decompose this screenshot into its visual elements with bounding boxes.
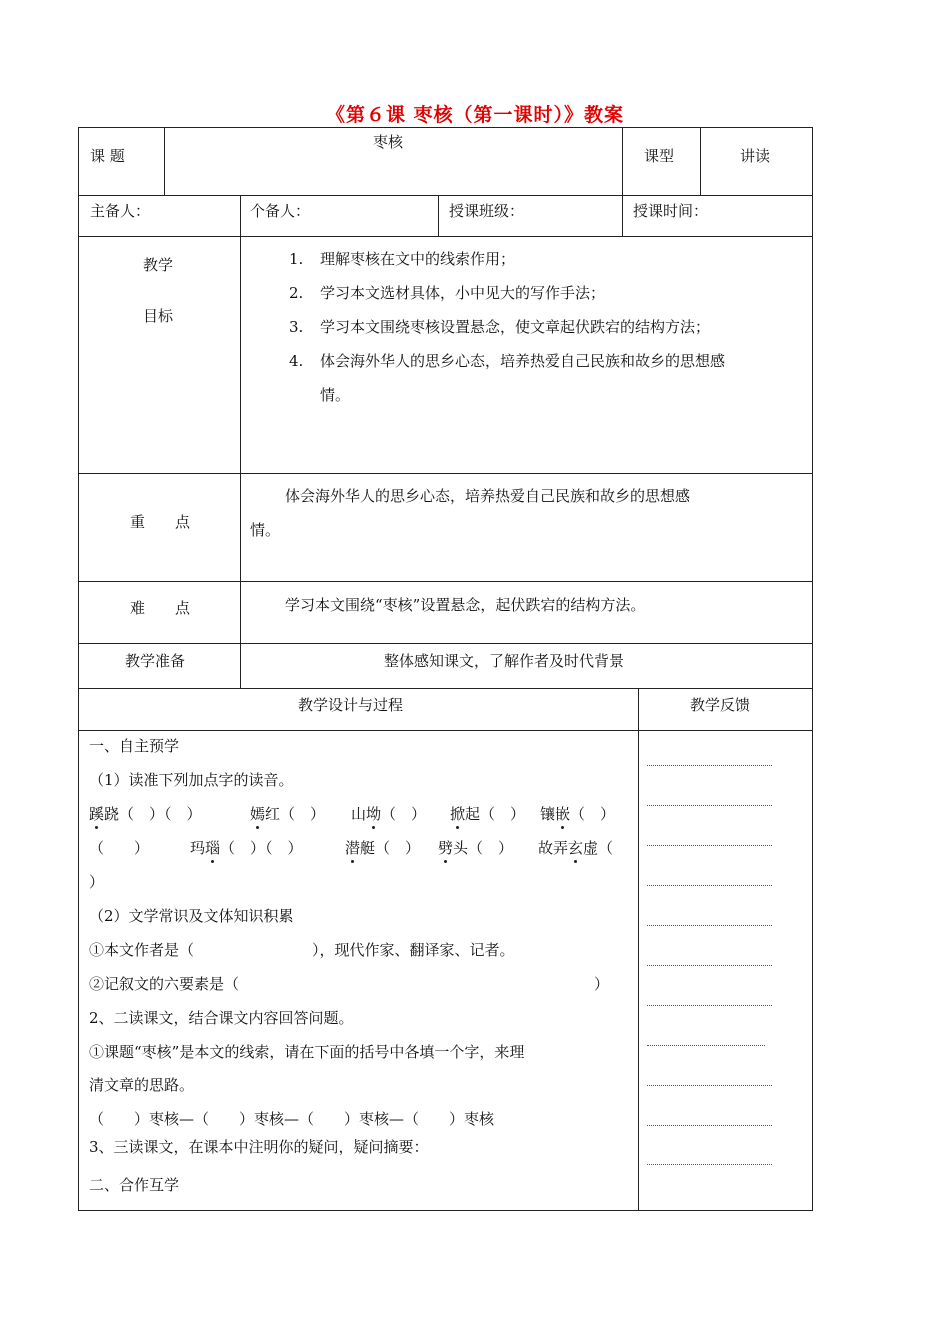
process-header: 教学设计与过程 <box>298 696 404 714</box>
pronunciation-blank: （ ） <box>89 839 150 857</box>
elements-question-start: ②记叙文的六要素是（ <box>89 975 240 993</box>
elements-question-end: ） <box>594 975 610 993</box>
pronunciation-word: 山坳（ ） <box>351 805 427 823</box>
pronunciation-word: 潜艇（ ） <box>345 839 421 857</box>
topic-value: 枣核 <box>373 133 404 151</box>
objective-number: 3. <box>289 318 304 336</box>
objective-text: 理解枣核在文中的线索作用； <box>320 250 516 268</box>
section-cooperative-study: 二、合作互学 <box>89 1176 180 1194</box>
col-divider <box>622 195 623 236</box>
col-divider <box>622 127 623 195</box>
row-divider <box>78 730 813 731</box>
objective-text-continued: 情。 <box>320 386 351 404</box>
pronunciation-word: 镶嵌（ ） <box>540 805 616 823</box>
pronunciation-word: 玛瑙（ ）（ ） <box>190 839 303 857</box>
col-divider <box>438 195 439 236</box>
row-divider <box>78 581 813 582</box>
section-second-reading: 2、二读课文，结合课文内容回答问题。 <box>89 1009 354 1027</box>
col-divider <box>240 195 241 688</box>
difficulty-text: 学习本文围绕“枣核”设置悬念，起伏跌宕的结构方法。 <box>285 596 646 614</box>
objective-number: 1. <box>289 250 304 268</box>
key-point-label: 重 点 <box>130 513 191 531</box>
section-self-study: 一、自主预学 <box>89 737 180 755</box>
time-label: 授课时间： <box>633 202 709 220</box>
objective-number: 2. <box>289 284 304 302</box>
pronunciation-word: 掀起（ ） <box>450 805 526 823</box>
author-question-start: ①本文作者是（ <box>89 941 195 959</box>
row-divider <box>78 688 813 689</box>
row-divider <box>78 473 813 474</box>
objectives-label-line1: 教学 <box>143 256 174 274</box>
pronunciation-word: 嫣红（ ） <box>250 805 326 823</box>
key-point-text-continued: 情。 <box>250 521 281 539</box>
feedback-line <box>647 1005 772 1006</box>
feedback-line <box>647 765 772 766</box>
feedback-line <box>647 805 772 806</box>
objective-number: 4. <box>289 352 304 370</box>
feedback-line <box>647 1085 772 1086</box>
main-preparer-label: 主备人： <box>90 202 151 220</box>
feedback-line <box>647 1045 765 1046</box>
row-divider <box>78 643 813 644</box>
literary-knowledge-instruction: （2）文学常识及文体知识积累 <box>89 907 294 925</box>
feedback-line <box>647 845 772 846</box>
pronunciation-word: 故弄玄虚（ <box>538 839 614 857</box>
row-divider <box>78 195 813 196</box>
objectives-label-line2: 目标 <box>143 307 174 325</box>
objective-text: 学习本文选材具体，小中见大的写作手法； <box>320 284 606 302</box>
feedback-line <box>647 885 772 886</box>
feedback-line <box>647 1125 772 1126</box>
author-question-end: ），现代作家、翻译家、记者。 <box>312 941 515 959</box>
pronunciation-word: 蹊跷（ ）（ ） <box>89 805 202 823</box>
feedback-line <box>647 1164 772 1165</box>
lesson-type-value: 讲读 <box>740 147 771 165</box>
pronunciation-word: 劈头（ ） <box>438 839 514 857</box>
feedback-line <box>647 925 772 926</box>
preparation-label: 教学准备 <box>125 652 186 670</box>
objective-text: 体会海外华人的思乡心态，培养热爱自己民族和故乡的思想感 <box>320 352 726 370</box>
col-divider <box>700 127 701 195</box>
class-label: 授课班级： <box>449 202 525 220</box>
section-third-reading: 3、三读课文，在课本中注明你的疑问，疑问摘要： <box>89 1138 429 1156</box>
difficulty-label: 难 点 <box>130 599 191 617</box>
clue-question-continued: 清文章的思路。 <box>89 1076 195 1094</box>
feedback-header: 教学反馈 <box>690 696 751 714</box>
feedback-line <box>647 965 772 966</box>
preparation-text: 整体感知课文，了解作者及时代背景 <box>384 652 625 670</box>
clue-question: ①课题“枣核”是本文的线索，请在下面的括号中各填一个字，来理 <box>89 1043 525 1061</box>
page-title: 《第６课 枣核（第一课时）》教案 <box>325 104 625 126</box>
clue-chain: （ ）枣核—（ ）枣核—（ ）枣核—（ ）枣核 <box>89 1110 495 1128</box>
key-point-text: 体会海外华人的思乡心态，培养热爱自己民族和故乡的思想感 <box>285 487 691 505</box>
topic-label: 课 题 <box>90 147 125 165</box>
col-divider <box>638 688 639 1211</box>
row-divider <box>78 236 813 237</box>
lesson-type-label: 课型 <box>644 147 675 165</box>
objective-text: 学习本文围绕枣核设置悬念，使文章起伏跌宕的结构方法； <box>320 318 711 336</box>
individual-preparer-label: 个备人： <box>250 202 311 220</box>
col-divider <box>164 127 165 195</box>
pronunciation-instruction: （1）读准下列加点字的读音。 <box>89 771 294 789</box>
pronunciation-blank-close: ） <box>89 873 105 891</box>
